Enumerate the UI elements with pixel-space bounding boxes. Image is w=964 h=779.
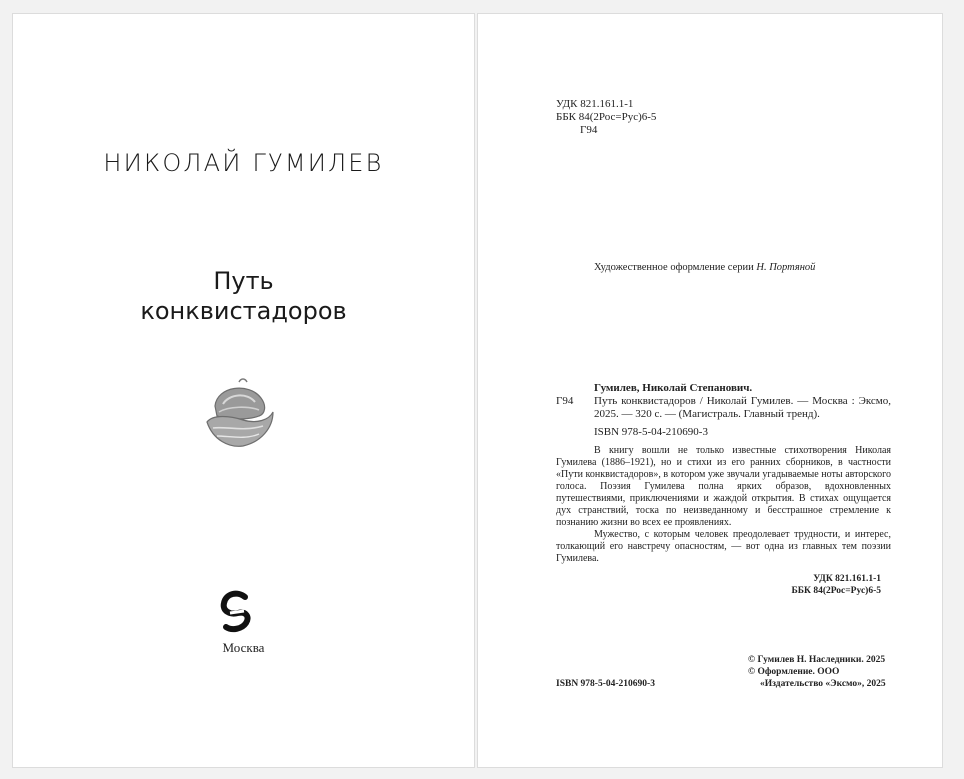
catalog-isbn: ISBN 978-5-04-210690-3: [594, 426, 708, 438]
catalog-record: [556, 382, 891, 597]
classification-codes-bottom: [556, 573, 891, 597]
copyright-notice: [748, 654, 885, 678]
conquistador-helmet-icon: [203, 376, 275, 454]
eksmo-logo-icon: [218, 589, 256, 637]
series-credit-artist: Н. Портяной: [756, 262, 816, 273]
catalog-description: Путь конквистадоров / Николай Гумилев. — Москва : Эксмо, 2025. — 320 с. — (Магистраль. Главный тренд).: [594, 395, 891, 420]
author-name: НИКОЛАЙ ГУМИЛЕВ: [103, 149, 384, 177]
udk-code: УДК 821.161.1-1: [556, 98, 634, 110]
annotation-paragraph: Мужество, с которым человек преодолевает трудности, и интерес, толкающий его навстречу опасностям, — вот одна из главных тем поэзии Гумилева.: [556, 529, 891, 564]
catalog-author: Гумилев, Николай Степанович.: [594, 382, 753, 394]
annotation: [556, 445, 891, 565]
catalog-mark: Г94: [556, 395, 574, 407]
bbk-code: ББК 84(2Рос=Рус)6-5: [556, 111, 657, 123]
publication-city: Москва: [222, 640, 265, 655]
udk-code-bottom: УДК 821.161.1-1: [813, 574, 881, 584]
left-page: [12, 13, 475, 768]
series-design-credit: [594, 261, 815, 274]
author-mark: Г94: [580, 124, 598, 136]
copyright-line: «Издательство «Эксмо», 2025: [760, 679, 886, 689]
book-title: [13, 266, 474, 326]
book-title-line-2: конквистадоров: [140, 297, 347, 325]
book-title-line-1: Путь: [213, 267, 274, 295]
bbk-code-bottom: ББК 84(2Рос=Рус)6-5: [791, 586, 881, 596]
copyright-line: © Оформление. ООО: [748, 667, 840, 677]
copyright-line: © Гумилев Н. Наследники. 2025: [748, 655, 886, 665]
isbn-bottom: ISBN 978-5-04-210690-3: [556, 679, 655, 689]
classification-codes: [556, 98, 656, 137]
series-credit-prefix: Художественное оформление серии: [594, 262, 754, 273]
annotation-paragraph: В книгу вошли не только известные стихотворения Николая Гумилева (1886–1921), но и стихи из его ранних сборников, в частности «Пути конквистадоров», в котором уже звучали угадываемые ноты авторского голоса. Поэзия Гумилева полна ярких образов, вдохновленных путешествиями, приключениями и жаждой открытия. В стихах ощущается дух странствий, тоска по неизведанному и бесстрашное стремление к познанию жизни во всех ее проявлениях.: [556, 445, 891, 528]
right-page: [477, 13, 943, 768]
